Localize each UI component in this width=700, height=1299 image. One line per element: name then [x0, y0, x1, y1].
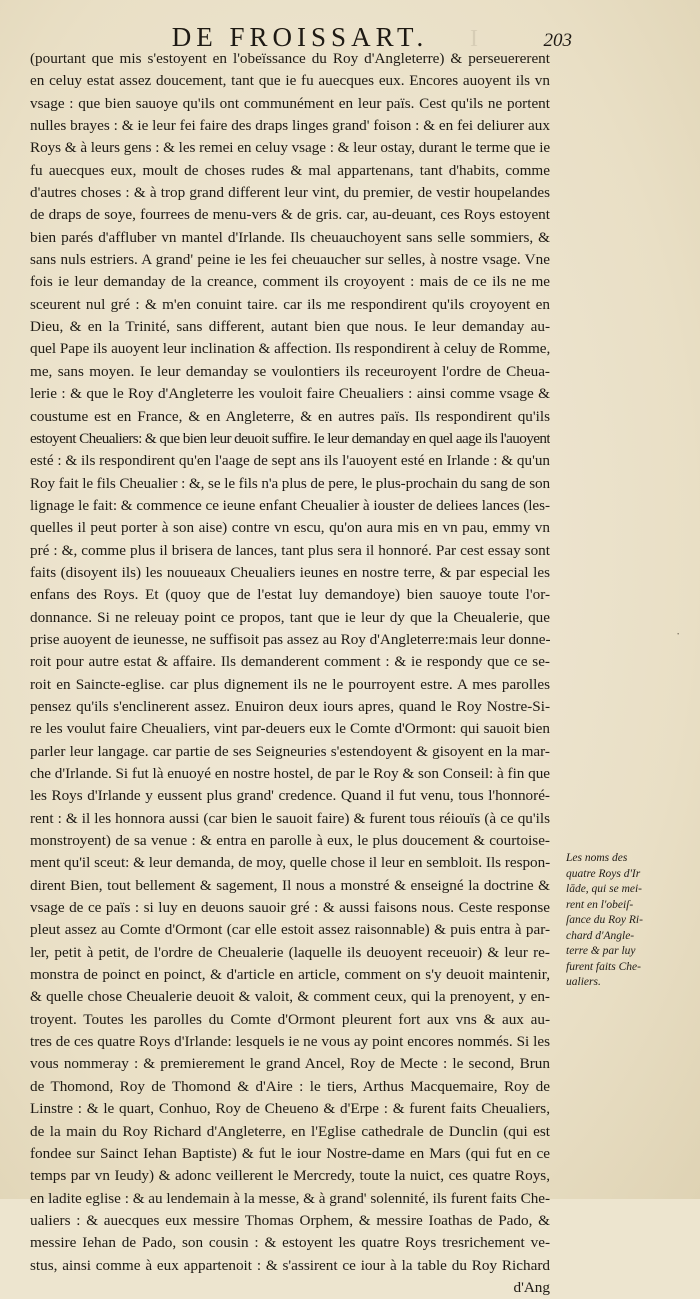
text-line: de draps de soye, fourrees de menu-vers & de gris. car, au-deuant, ces Roys estoyent	[30, 206, 550, 224]
text-line: de la main du Roy Richard d'Angleterre, en l'Eglise cathedrale de Dunclin (qui est	[30, 1122, 550, 1140]
margin-note-line: terre & par luy	[566, 945, 636, 957]
text-line: troyent. Toutes les parolles du Comte d'Ormont pleurent fort aux vns & aux au-	[30, 1010, 550, 1028]
text-line: pré : &, comme plus il brisera de lances, tant plus sera il honnoré. Par cest essay sont	[30, 541, 550, 559]
text-line: esté : & ils respondirent qu'en l'aage de sept ans ils l'auoyent esté en Irlande : & qu'un	[30, 452, 550, 470]
text-line: temps par vn Ieudy) & adonc veillerent le Mercredy, toute la nuict, ces quatre Roys,	[30, 1167, 550, 1185]
text-line: ualiers : & auecques eux messire Thomas Orphem, & messire Ioathas de Pado, &	[30, 1211, 550, 1229]
page-number: 203	[543, 30, 572, 51]
text-line: monstroyent) de sa venue : & entra en parolle à eux, le plus doucement & courtoise-	[30, 832, 550, 850]
text-line: prise auoyent de ieunesse, ne suffisoit pas assez au Roy d'Angleterre:mais leur donne-	[30, 630, 550, 648]
text-line: dirent Bien, tout bellement & sagement, Il nous a monstré & enseigné la doctrine &	[30, 876, 550, 894]
text-line: sans nuls estriers. A grand' peine ie les fei cheuaucher sur selles, à nostre vsage. Vne	[30, 251, 550, 269]
text-line: vsage : que bien sauoye qu'ils ont communément en leur païs. Cest qu'ils ne portent	[30, 94, 550, 112]
margin-note-line: quatre Roys d'Ir	[566, 867, 641, 880]
text-line: Roy fait le fils Cheualier : &, se le fils n'a plus de pere, le plus-prochain du sang de son	[30, 474, 550, 492]
text-line: Dieu, & en la Trinité, sans different, autant bien que nous. Ie leur demanday au-	[30, 318, 550, 336]
margin-note-line: furent faits Che-	[566, 960, 641, 973]
text-line: me, sans moyen. Ie leur demanday se voulontiers ils receuroyent l'ordre de Cheua-	[30, 362, 550, 380]
text-line: nulles brayes : & ie leur fei faire des draps linges grand' foison : & en fei deliurer aux	[30, 117, 550, 135]
text-line: fu auecques eux, moult de choses rudes & mal appartenans, tant d'habits, comme	[30, 161, 550, 179]
text-line: bien parés d'affluber vn mantel d'Irlande. Ils cheuauchoyent sans selle sommiers, &	[30, 228, 550, 246]
text-line: rent : & il les honnora aussi (car bien le sauoit faire) & furent tous réiouïs (à ce qu'ils	[30, 809, 550, 827]
text-line: fois ie leur demanday de la creance, comment ils croyoyent : mais de ce ils ne me	[30, 273, 550, 291]
text-line: pleut assez au Comte d'Ormont (car elle estoit assez raisonnable) & puis entra à par-	[30, 921, 550, 939]
margin-note-line: rent en l'obeiſ-	[566, 898, 634, 911]
text-line: quelles il peut porter à son aise) contre vn escu, qu'on aura mis en vn pau, emmy vn	[30, 519, 550, 537]
text-line: faits (disoyent ils) les nouueaux Cheualiers ieunes en nostre terre, & par especial les	[30, 563, 550, 581]
text-line: re les voulut faire Cheualiers, vint par-deuers eux le Comte d'Ormont: qui sauoit bien	[30, 720, 550, 738]
text-line: lerie : & que le Roy d'Angleterre les vouloit faire Cheualiers : ainsi comme vsage &	[30, 385, 550, 403]
text-line: messire Iehan de Pado, son cousin : & estoyent les quatre Roys tresrichement ve-	[30, 1234, 550, 1252]
text-line: che d'Irlande. Si fut là enuoyé en nostre hostel, de par le Roy & son Conseil: à fin que	[30, 765, 550, 782]
margin-note-line: ſance du Roy Ri-	[566, 914, 643, 926]
text-line: & quelle chose Cheualerie deuoit & valoit, & comment ceux, qui la prenoyent, y en-	[30, 988, 550, 1006]
text-line: d'autres choses : & à trop grand different leur vint, du premier, de vestir houpelandes	[30, 184, 550, 202]
text-line: parler leur langage. car partie de ses Seigneuries s'estendoyent & gisoyent en la mar-	[30, 742, 550, 760]
margin-note-line: chard d'Angle-	[566, 929, 635, 942]
text-line: donnance. Si ne releuay point ce propos, tant que ie leur dy que la Cheualerie, que	[30, 608, 550, 626]
text-line: estoyent Cheualiers: & que bien leur deuoit suffire. Ie leur demanday en quel aage ils l'auoyent	[30, 429, 550, 447]
margin-note-line: ualiers.	[566, 976, 601, 988]
margin-note-line: lāde, qui se mei-	[566, 883, 643, 895]
text-line: enfans des Roys. Et (quoy que de l'estat luy demandoye) bien sauoye toute l'or-	[30, 586, 550, 604]
show-through-text: I	[470, 26, 481, 52]
text-line: Roys & à leurs gens : & les remei en celuy vsage : & leur ostay, durant le terme que ie	[30, 139, 550, 157]
text-line: les Roys d'Irlande y eussent plus grand' credence. Quand il fut venu, tous l'honnoré-	[30, 787, 550, 805]
page-title: DE FROISSART.	[171, 22, 429, 52]
margin-mark: ·	[676, 626, 681, 641]
text-line: quel Pape ils auoyent leur inclination & affection. Ils respondirent à celuy de Romme,	[30, 340, 550, 358]
text-line: (pourtant que mis s'estoyent en l'obeïssance du Roy d'Angleterre) & perseuererent	[30, 50, 550, 67]
text-line: de Thomond, Roy de Thomond & d'Aire : le tiers, Arthus Macquemaire, Roy de	[30, 1077, 550, 1095]
text-line: roit en Saincte-eglise. car plus dignement ils ne le pourroyent estre. A mes parolles	[30, 675, 550, 693]
margin-note	[566, 851, 684, 991]
text-line: coustume est en France, & en Angleterre, & en autres païs. Ils respondirent qu'ils	[30, 407, 550, 425]
text-line: lignage le fait: & commence ce ieune enfant Cheualier à iouster de deliees lances (les-	[30, 496, 550, 514]
text-line: Linstre : & le quart, Conhuo, Roy de Cheueno & d'Erpe : & furent faits Cheualiers,	[30, 1100, 550, 1118]
text-line: pensez qu'ils s'enclinerent assez. Enuiron deux iours apres, quand le Roy Nostre-Si-	[30, 697, 550, 715]
body-text	[30, 48, 550, 1299]
text-line: en celuy estat assez doucement, tant que ie fu auecques eux. Encores auoyent ils vn	[30, 72, 550, 90]
text-line: d'Ang	[513, 1278, 550, 1296]
text-line: ment qu'il sceut: & leur demanda, de moy, quelle chose il leur en sembloit. Ils respon-	[30, 854, 550, 872]
margin-note-line: Les noms des	[566, 852, 628, 864]
text-line: monstra de poinct en poinct, & d'article en article, comment on s'y deuoit maintenir,	[30, 966, 550, 984]
text-line: sceurent nul gré : & m'en conuint taire. car ils me respondirent qu'ils croyoyent en	[30, 295, 550, 313]
text-line: vsage de ce païs : si luy en deuons sauoir gré : & aussi faisons nous. Ceste response	[30, 899, 550, 917]
text-line: tres de ces quatre Roys d'Irlande: lesquels ie ne vous ay point encores nommés. Si les	[30, 1033, 550, 1051]
text-line: fondee sur Sainct Iehan Baptiste) & fut le iour Nostre-dame en Mars (qui fut en ce	[30, 1144, 550, 1162]
text-line: vous nommeray : & premierement le grand Ancel, Roy de Mecte : le second, Brun	[30, 1055, 550, 1073]
text-line: ler, petit à petit, de l'ordre de Cheualerie (laquelle ils deuoyent receuoir) & leur re-	[30, 943, 550, 961]
text-line: en ladite eglise : & au lendemain à la messe, & à grand' solennité, ils furent faits Che-	[30, 1189, 550, 1207]
text-line: roit pour autre estat & affaire. Ils demanderent comment : & ie respondy que ce se-	[30, 653, 550, 671]
text-line: stus, ainsi comme à eux appartenoit : & s'assirent ce iour à la table du Roy Richard	[30, 1256, 550, 1274]
